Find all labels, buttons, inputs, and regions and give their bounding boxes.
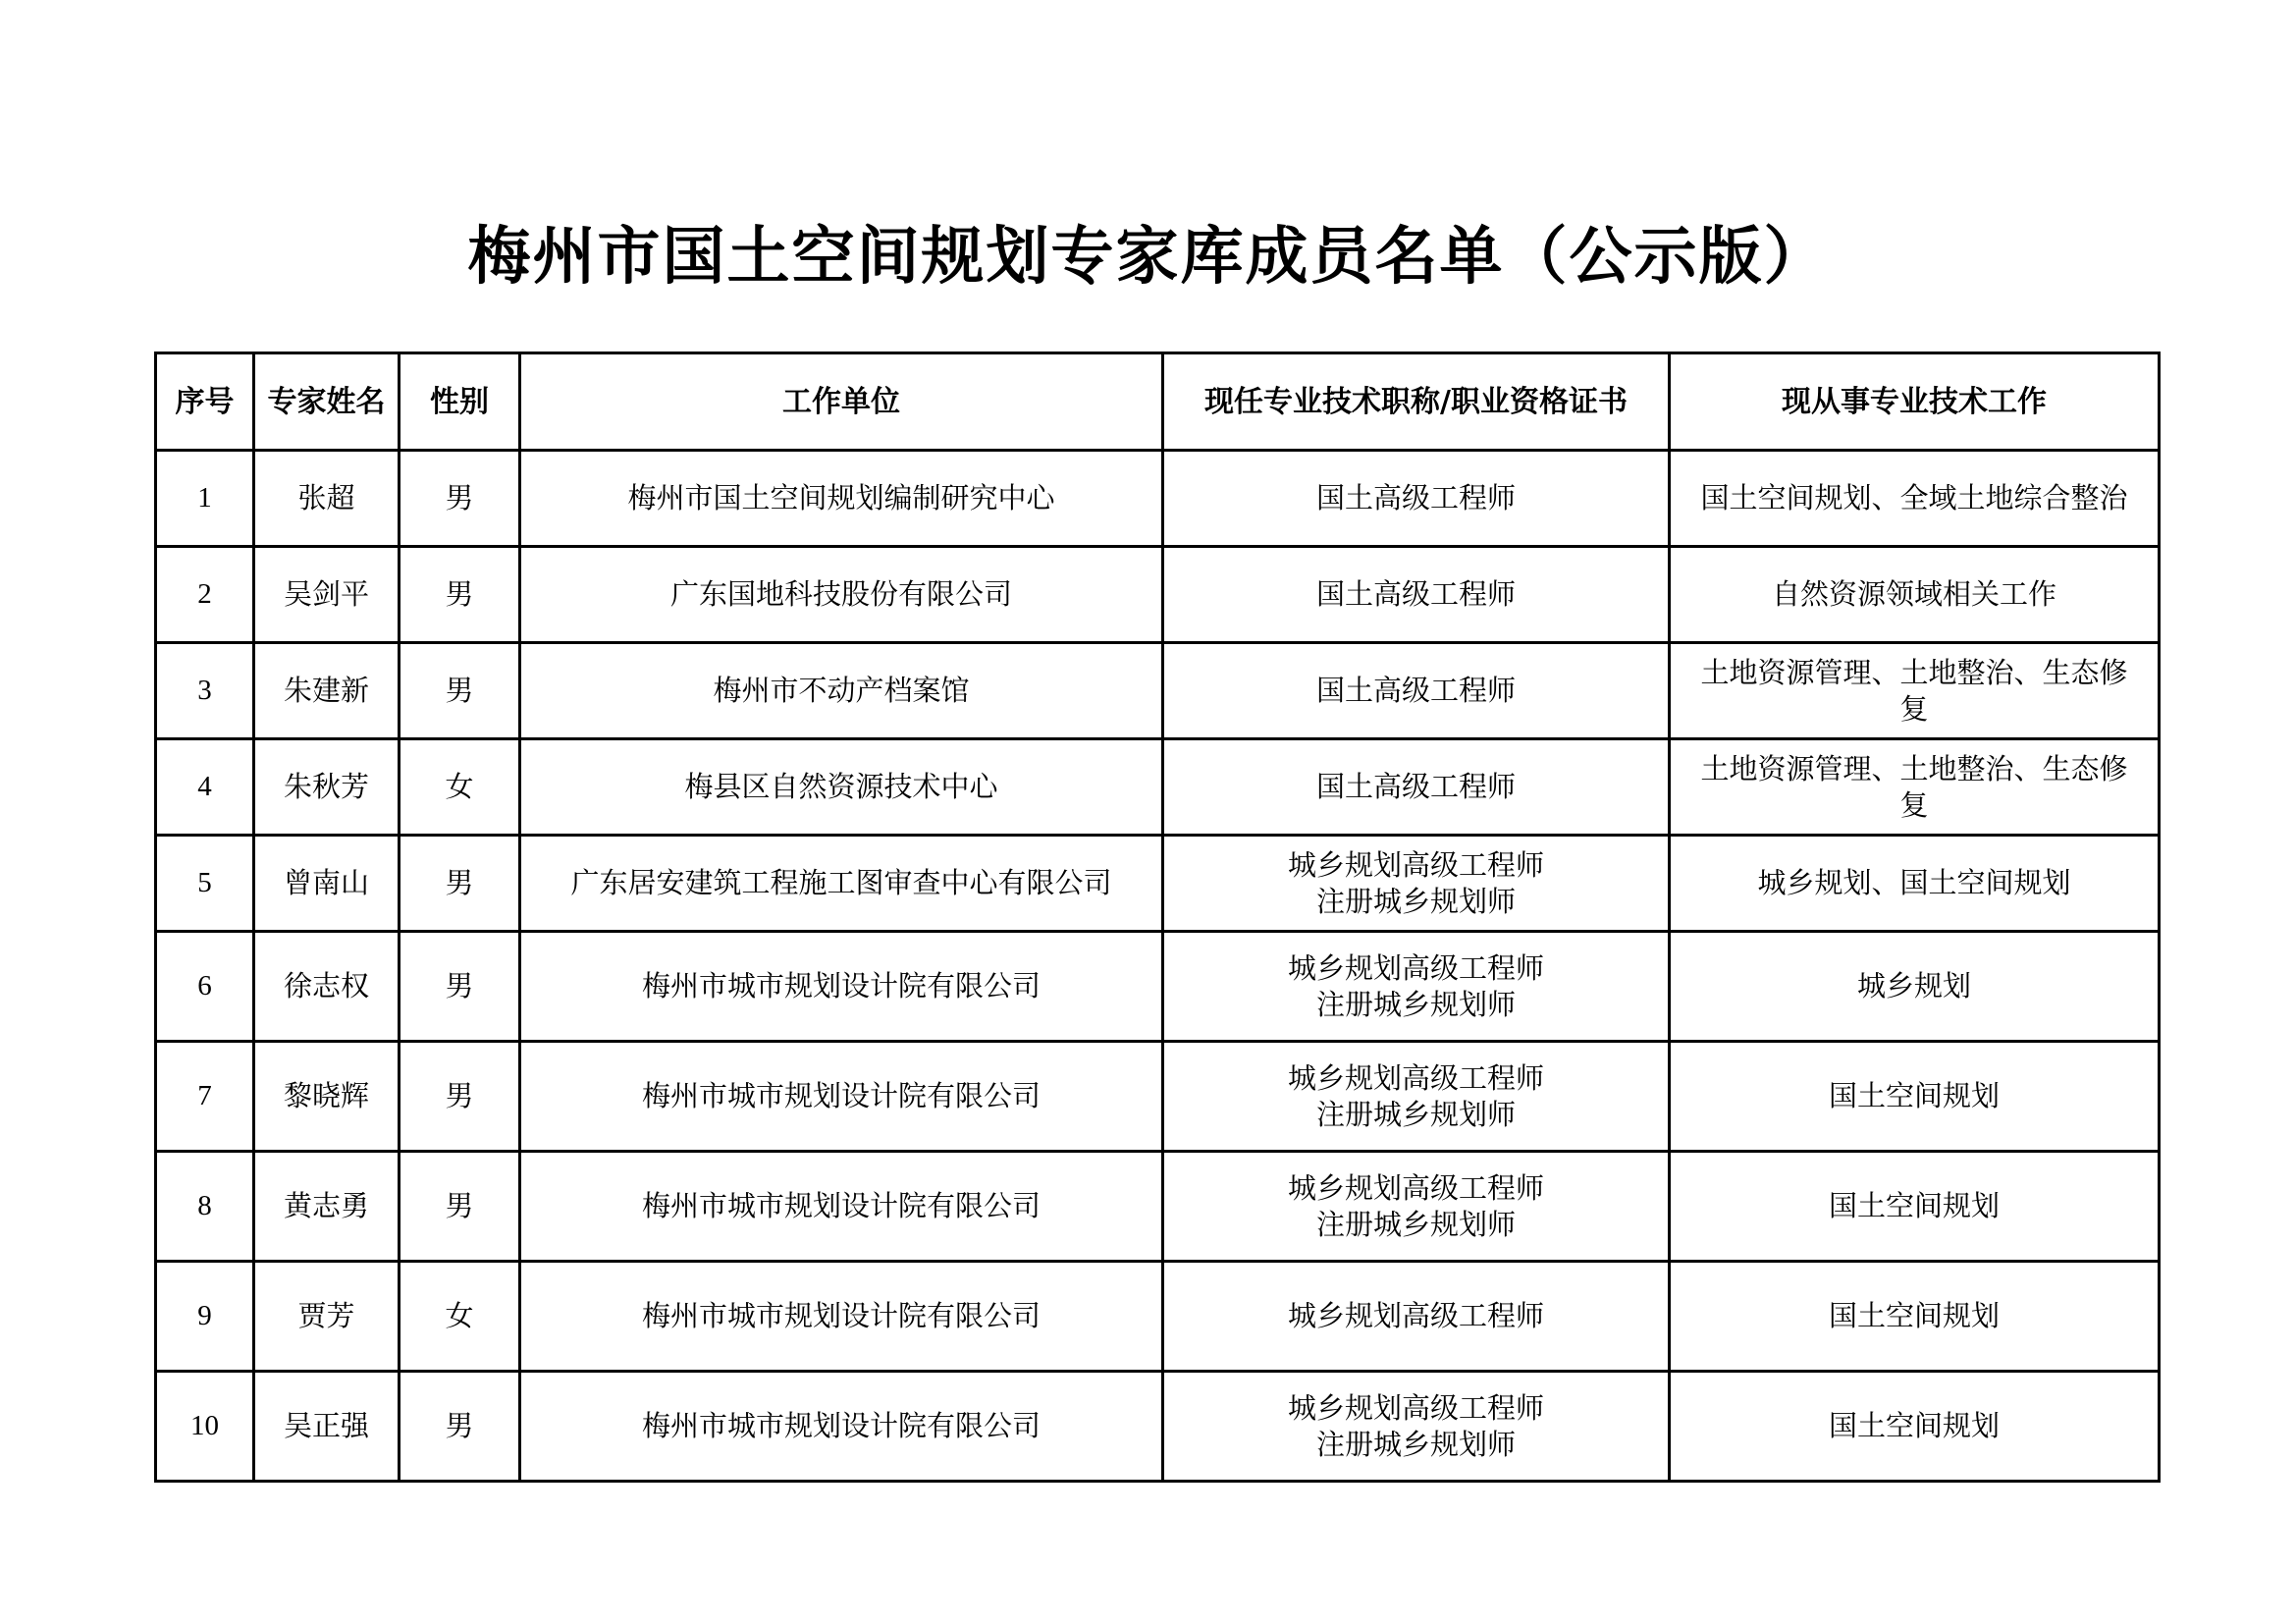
cell-index: 10 <box>156 1372 254 1482</box>
table-row <box>156 1042 2160 1152</box>
table-header-row <box>156 353 2160 451</box>
cell-expert-name: 张超 <box>254 451 400 547</box>
cell-professional-title-line: 城乡规划高级工程师 <box>1287 1170 1544 1205</box>
cell-gender: 女 <box>400 739 520 836</box>
cell-expert-name: 吴正强 <box>254 1372 400 1482</box>
cell-professional-title-line: 城乡规划高级工程师 <box>1287 1390 1544 1425</box>
cell-gender: 女 <box>400 1262 520 1372</box>
cell-expert-name: 徐志权 <box>254 932 400 1042</box>
cell-current-work-line: 复 <box>1899 691 1929 726</box>
cell-expert-name: 曾南山 <box>254 836 400 932</box>
cell-professional-title-line: 注册城乡规划师 <box>1315 884 1516 918</box>
cell-expert-name: 吴剑平 <box>254 547 400 643</box>
cell-work-unit: 梅州市城市规划设计院有限公司 <box>520 932 1163 1042</box>
cell-current-work-line: 国土空间规划 <box>1828 1189 2000 1222</box>
cell-expert-name: 朱秋芳 <box>254 739 400 836</box>
cell-work-unit: 广东居安建筑工程施工图审查中心有限公司 <box>520 836 1163 932</box>
cell-index: 5 <box>156 836 254 932</box>
cell-index: 2 <box>156 547 254 643</box>
cell-professional-title-line: 国土高级工程师 <box>1315 577 1516 611</box>
cell-work-unit: 梅州市不动产档案馆 <box>520 643 1163 739</box>
cell-professional-title <box>1163 451 1670 547</box>
cell-index: 9 <box>156 1262 254 1372</box>
cell-work-unit: 梅州市城市规划设计院有限公司 <box>520 1372 1163 1482</box>
header-work-unit: 工作单位 <box>520 353 1163 451</box>
cell-current-work-line: 国土空间规划、全域土地综合整治 <box>1700 481 2128 514</box>
cell-professional-title <box>1163 836 1670 932</box>
header-current-work: 现从事专业技术工作 <box>1670 353 2160 451</box>
cell-work-unit: 梅州市城市规划设计院有限公司 <box>520 1262 1163 1372</box>
cell-professional-title-line: 城乡规划高级工程师 <box>1287 1299 1544 1332</box>
cell-index: 4 <box>156 739 254 836</box>
cell-index: 3 <box>156 643 254 739</box>
cell-current-work <box>1670 1372 2160 1482</box>
table-row <box>156 836 2160 932</box>
cell-expert-name: 朱建新 <box>254 643 400 739</box>
cell-professional-title <box>1163 1042 1670 1152</box>
cell-professional-title-line: 国土高级工程师 <box>1315 481 1516 514</box>
cell-work-unit: 梅州市国土空间规划编制研究中心 <box>520 451 1163 547</box>
cell-expert-name: 贾芳 <box>254 1262 400 1372</box>
cell-index: 1 <box>156 451 254 547</box>
cell-gender: 男 <box>400 836 520 932</box>
table-row <box>156 1262 2160 1372</box>
cell-professional-title-line: 国土高级工程师 <box>1315 674 1516 707</box>
cell-current-work <box>1670 1152 2160 1262</box>
table-row <box>156 643 2160 739</box>
cell-professional-title <box>1163 643 1670 739</box>
cell-gender: 男 <box>400 643 520 739</box>
cell-professional-title-line: 注册城乡规划师 <box>1315 1427 1516 1461</box>
table-row <box>156 1372 2160 1482</box>
cell-current-work <box>1670 643 2160 739</box>
cell-professional-title-line: 国土高级工程师 <box>1315 770 1516 803</box>
cell-current-work-line: 土地资源管理、土地整治、生态修 <box>1700 655 2128 689</box>
cell-professional-title <box>1163 1262 1670 1372</box>
document-title: 梅州市国土空间规划专家库成员名单（公示版） <box>467 221 1829 294</box>
cell-gender: 男 <box>400 547 520 643</box>
header-professional-title: 现任专业技术职称/职业资格证书 <box>1163 353 1670 451</box>
cell-current-work <box>1670 836 2160 932</box>
cell-professional-title-line: 城乡规划高级工程师 <box>1287 950 1544 985</box>
cell-current-work-line: 复 <box>1899 787 1929 822</box>
cell-gender: 男 <box>400 1152 520 1262</box>
cell-professional-title-line: 城乡规划高级工程师 <box>1287 847 1544 882</box>
table-row <box>156 932 2160 1042</box>
cell-work-unit: 广东国地科技股份有限公司 <box>520 547 1163 643</box>
cell-professional-title-line: 注册城乡规划师 <box>1315 1097 1516 1131</box>
cell-current-work-line: 自然资源领域相关工作 <box>1771 577 2056 611</box>
cell-current-work-line: 国土空间规划 <box>1828 1409 2000 1442</box>
cell-gender: 男 <box>400 932 520 1042</box>
table-row <box>156 1152 2160 1262</box>
cell-professional-title <box>1163 739 1670 836</box>
cell-current-work-line: 土地资源管理、土地整治、生态修 <box>1700 751 2128 785</box>
cell-gender: 男 <box>400 1372 520 1482</box>
table-row <box>156 451 2160 547</box>
cell-index: 6 <box>156 932 254 1042</box>
cell-current-work <box>1670 451 2160 547</box>
cell-expert-name: 黄志勇 <box>254 1152 400 1262</box>
cell-gender: 男 <box>400 1042 520 1152</box>
cell-professional-title-line: 城乡规划高级工程师 <box>1287 1060 1544 1095</box>
table-row <box>156 739 2160 836</box>
cell-professional-title-line: 注册城乡规划师 <box>1315 1207 1516 1241</box>
cell-current-work-line: 城乡规划、国土空间规划 <box>1757 866 2071 899</box>
expert-roster-table <box>154 352 2161 1483</box>
cell-work-unit: 梅州市城市规划设计院有限公司 <box>520 1152 1163 1262</box>
table-row <box>156 547 2160 643</box>
cell-current-work-line: 国土空间规划 <box>1828 1299 2000 1332</box>
cell-current-work <box>1670 932 2160 1042</box>
header-gender: 性别 <box>400 353 520 451</box>
cell-professional-title <box>1163 932 1670 1042</box>
cell-professional-title <box>1163 1372 1670 1482</box>
cell-index: 7 <box>156 1042 254 1152</box>
cell-current-work <box>1670 1042 2160 1152</box>
cell-gender: 男 <box>400 451 520 547</box>
header-index: 序号 <box>156 353 254 451</box>
header-expert-name: 专家姓名 <box>254 353 400 451</box>
cell-expert-name: 黎晓辉 <box>254 1042 400 1152</box>
cell-current-work <box>1670 547 2160 643</box>
cell-index: 8 <box>156 1152 254 1262</box>
cell-current-work <box>1670 1262 2160 1372</box>
cell-professional-title <box>1163 1152 1670 1262</box>
cell-current-work-line: 国土空间规划 <box>1828 1079 2000 1112</box>
table-body <box>156 451 2160 1482</box>
cell-current-work-line: 城乡规划 <box>1856 969 1971 1002</box>
cell-current-work <box>1670 739 2160 836</box>
cell-work-unit: 梅州市城市规划设计院有限公司 <box>520 1042 1163 1152</box>
cell-professional-title <box>1163 547 1670 643</box>
cell-professional-title-line: 注册城乡规划师 <box>1315 987 1516 1021</box>
cell-work-unit: 梅县区自然资源技术中心 <box>520 739 1163 836</box>
